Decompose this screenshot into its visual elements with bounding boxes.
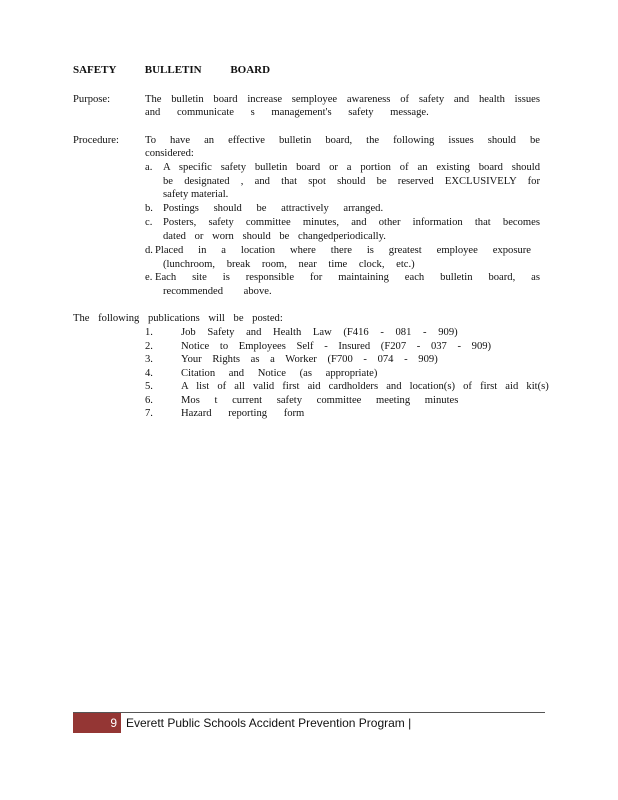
procedure-intro-line-2: considered:: [145, 148, 194, 159]
list-item: Citation and Notice (as appropriate): [181, 367, 378, 379]
list-item: Notice to Employees Self - Insured (F207 - 037 - 909): [181, 340, 492, 352]
procedure-label: Procedure:: [73, 135, 119, 146]
item-line: (lunchroom, break room, near time clock, etc.): [163, 258, 415, 270]
purpose-line-2: and communicate s management's safety message.: [145, 107, 429, 118]
procedure-item-e: [145, 271, 540, 299]
publications-intro: The following publications will be posted:: [73, 313, 283, 324]
item-line: safety material.: [163, 189, 229, 200]
item-line: Placed in a location where there is greatest employee exposure: [155, 245, 531, 256]
list-number: 1.: [145, 327, 153, 338]
list-item: A list of all valid first aid cardholders and location(s) of first aid kit(s): [181, 381, 549, 392]
procedure-item-d: [145, 244, 540, 272]
item-line: Posters, safety committee minutes, and other information that becomes: [163, 217, 540, 228]
procedure-intro-line-1: To have an effective bulletin board, the following issues should be: [145, 135, 540, 146]
publications-list: [0, 326, 618, 426]
item-marker: e.: [145, 272, 153, 283]
list-item: Hazard reporting form: [181, 408, 305, 419]
item-marker: b.: [145, 203, 153, 214]
purpose-line-1: The bulletin board increase semployee awareness of safety and health issues: [145, 94, 540, 105]
item-line: recommended above.: [163, 285, 272, 297]
footer-title: Everett Public Schools Accident Prevention Program |: [126, 716, 412, 730]
item-marker: a.: [145, 162, 153, 173]
item-line: dated or worn should be changedperiodically.: [163, 230, 386, 242]
list-item: Mos t current safety committee meeting minutes: [181, 394, 459, 406]
procedure-item-b: [145, 202, 540, 216]
procedure-item-a: [145, 161, 540, 202]
list-number: 2.: [145, 340, 153, 352]
item-line: Postings should be attractively arranged.: [163, 203, 384, 214]
item-marker: d.: [145, 245, 153, 256]
footer-page-number: 9: [110, 716, 117, 730]
list-number: 4.: [145, 367, 153, 379]
item-line: Each site is responsible for maintaining each bulletin board, as: [155, 272, 540, 283]
item-line: be designated , and that spot should be reserved EXCLUSIVELY for: [163, 175, 540, 187]
list-number: 5.: [145, 381, 153, 392]
item-marker: c.: [145, 217, 153, 228]
list-number: 3.: [145, 354, 153, 365]
list-number: 7.: [145, 408, 153, 419]
page-title: SAFETY BULLETIN BOARD: [73, 64, 271, 76]
list-item: Your Rights as a Worker (F700 - 074 - 909): [181, 354, 438, 365]
purpose-label: Purpose:: [73, 94, 111, 105]
list-number: 6.: [145, 394, 153, 406]
list-item: Job Safety and Health Law (F416 - 081 - 909): [181, 327, 458, 338]
item-line: A specific safety bulletin board or a portion of an existing board should: [163, 162, 540, 173]
procedure-item-c: [145, 216, 540, 244]
